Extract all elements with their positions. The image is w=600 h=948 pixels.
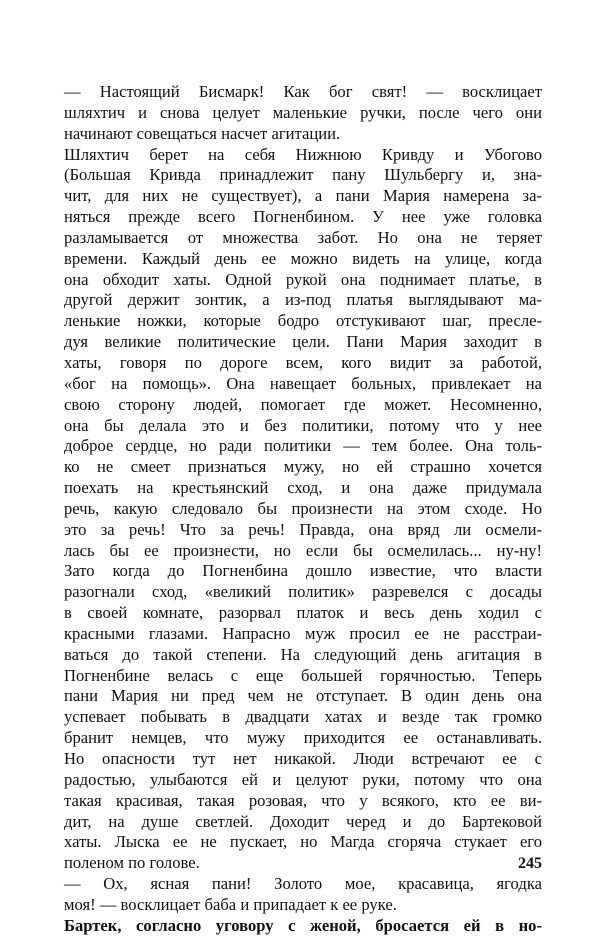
text-line: поленом по голове.: [64, 853, 200, 873]
text-line: ваться до такой степени. На следующий день агитация в: [64, 644, 542, 664]
text-line: Шляхтич берет на себя Нижнюю Кривду и Убогово: [64, 144, 542, 164]
text-line: свою сторону людей, помогает где может. Несомненно,: [64, 394, 542, 414]
text-line: — Настоящий Бисмарк! Как бог свят! — восклицает: [64, 82, 542, 101]
text-line: (Большая Кривда принадлежит пану Шульбергу и, зна-: [64, 165, 542, 185]
text-line: красными глазами. Напрасно муж просил ее не расстраи-: [64, 623, 542, 643]
text-line: Погненбине велась с еще большей горячностью. Теперь: [64, 665, 542, 685]
text-line: дуя великие политические цели. Пани Мария заходит в: [64, 332, 542, 352]
text-line: это за речь! Что за речь! Правда, она вряд ли осмели-: [64, 519, 542, 539]
page-number: 245: [518, 855, 542, 872]
text-line: хаты. Лыска ее не пускает, но Магда сгоряча стукает его: [64, 832, 542, 852]
text-line: в своей комнате, разорвал платок и весь день ходил с: [64, 603, 542, 623]
text-line: няться прежде всего Погненбином. У нее уже головка: [64, 207, 542, 227]
text-line: поехать на крестьянский сход, и она даже придумала: [64, 478, 542, 498]
text-line: бранит немцев, что мужу приходится ее останавливать.: [64, 728, 542, 748]
text-line: разламывается от множества забот. Но она не теряет: [64, 227, 542, 247]
text-line: лась бы ее произнести, но если бы осмелилась... ну-ну!: [64, 540, 542, 560]
text-line: Но опасности тут нет никакой. Люди встречают ее с: [64, 749, 542, 768]
text-line: другой держит зонтик, а из-под платья выглядывают ма-: [64, 290, 542, 310]
text-line: она обходит хаты. Одной рукой она поднимает платье, в: [64, 269, 542, 289]
text-line: речь, какую следовало бы произнести на этом сходе. Но: [64, 498, 542, 518]
text-line: дит, на душе светлей. Доходит черед и до Бартековой: [64, 811, 542, 831]
text-line: доброе сердце, но ради политики — тем более. Она толь-: [64, 436, 542, 456]
text-line: пани Мария ни пред чем не отступает. В один день она: [64, 686, 542, 706]
text-line: радостью, улыбаются ей и целуют руки, потому что она: [64, 769, 542, 789]
text-line: чит, для них не существует), а пани Мария намерена за-: [64, 186, 542, 206]
text-line: успевает побывать в двадцати хатах и везде так громко: [64, 707, 542, 727]
text-line: Зато когда до Погненбина дошло известие, что власти: [64, 561, 542, 581]
text-line: — Ох, ясная пани! Золото мое, красавица, ягодка: [64, 874, 542, 894]
text-line: начинают совещаться насчет агитации.: [64, 123, 341, 143]
text-line: разогнали сход, «великий политик» разревелся с досады: [64, 582, 542, 602]
text-line: такая красивая, такая розовая, что у всякого, кто ее ви-: [64, 790, 542, 810]
text-line: моя! — восклицает баба и припадает к ее руке.: [64, 894, 397, 914]
text-line: «бог на помощь». Она навещает больных, привлекает на: [64, 373, 542, 393]
text-line: шляхтич и снова целует маленькие ручки, после чего они: [64, 102, 542, 122]
text-line: ленькие ножки, которые бодро отстукивают шаг, пресле-: [64, 311, 542, 331]
text-line: ко не смеет признаться мужу, но ей страшно хочется: [64, 457, 542, 477]
body-text: [64, 82, 542, 937]
text-line: она бы делала это и без политики, потому что у нее: [64, 415, 542, 435]
text-line: хаты, говоря по дороге всем, кого видит за работой,: [64, 352, 542, 372]
text-line: времени. Каждый день ее можно видеть на улице, когда: [64, 248, 542, 268]
text-line: Бартек, согласно уговору с женой, бросается ей в но-: [64, 915, 542, 935]
